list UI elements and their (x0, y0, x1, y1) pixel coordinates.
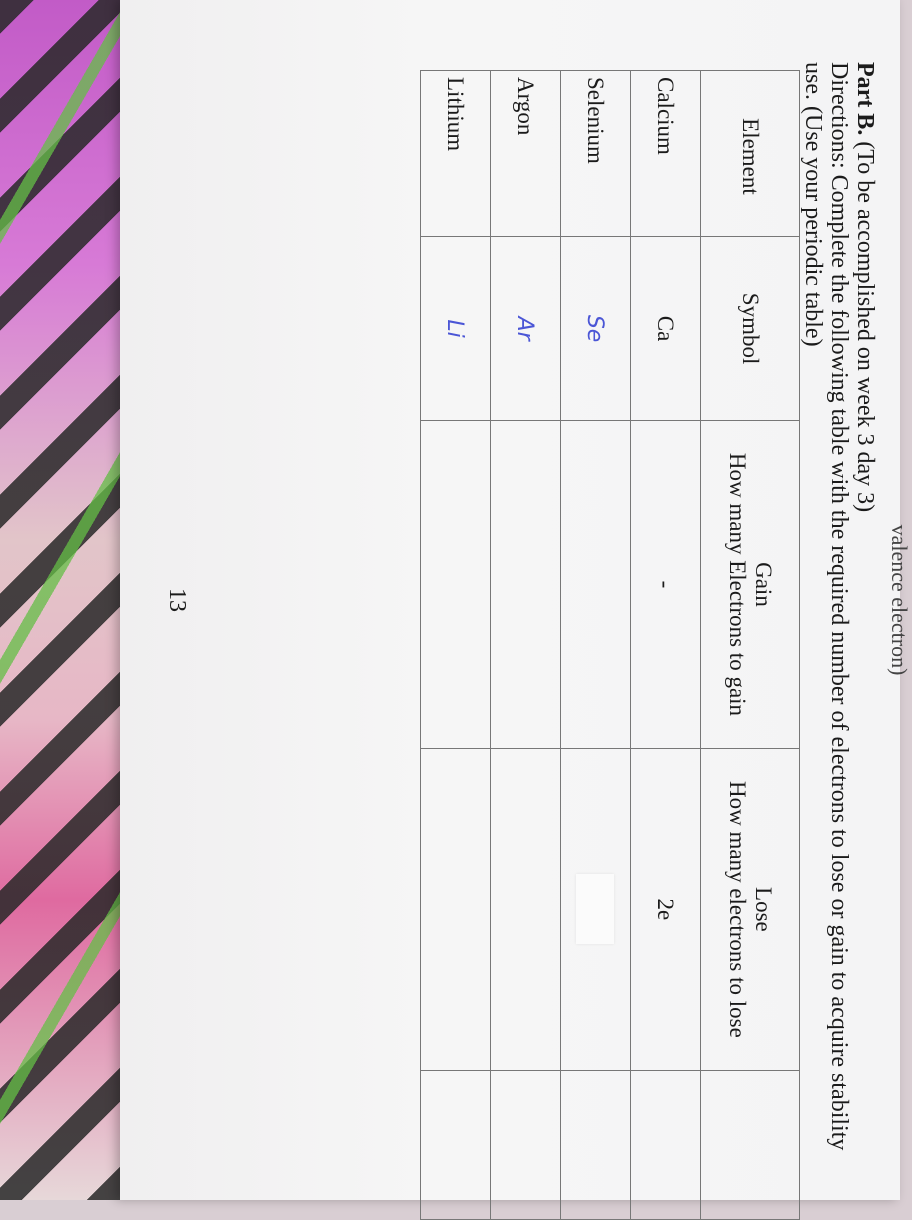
handwritten-symbol: Ar (512, 316, 538, 341)
cell-extra (631, 1071, 701, 1220)
header-gain (701, 421, 800, 748)
header-lose-text: Lose How many electrons to lose (725, 781, 776, 1038)
electron-table (420, 70, 800, 1220)
cell-extra (421, 1071, 491, 1220)
cell-gain[interactable]: - (631, 421, 701, 748)
cell-element: Argon (491, 71, 561, 237)
table-header-row (701, 71, 800, 1220)
table-row (631, 71, 701, 1220)
cell-symbol (421, 236, 491, 420)
correction-tape (577, 874, 615, 944)
directions-text: Directions: Complete the following table with the required number of electrons to lose or gain to acquire stability use. (Use your periodic table) (800, 62, 852, 1151)
cell-lose[interactable]: 2e (631, 748, 701, 1070)
cell-lose[interactable] (421, 748, 491, 1070)
header-lose (701, 748, 800, 1070)
cell-element: Lithium (421, 71, 491, 237)
page-number: 13 (164, 588, 190, 612)
table-row (421, 71, 491, 1220)
header-extra (701, 1071, 800, 1220)
handwritten-symbol: Li (442, 319, 468, 338)
worksheet-header (800, 62, 878, 1162)
header-symbol: Symbol (701, 236, 800, 420)
cell-extra (491, 1071, 561, 1220)
cell-gain[interactable] (491, 421, 561, 748)
cell-lose[interactable] (491, 748, 561, 1070)
part-label: Part B. (852, 62, 878, 136)
header-element: Element (701, 71, 800, 237)
table-row (561, 71, 631, 1220)
cutoff-text: valence electron) (887, 524, 912, 676)
rotated-page-content (120, 0, 912, 1200)
header-gain-text: Gain How many Electrons to gain (725, 452, 776, 717)
fabric-stripes (0, 0, 120, 1200)
cell-extra (561, 1071, 631, 1220)
cell-element: Calcium (631, 71, 701, 237)
table-row (491, 71, 561, 1220)
cell-symbol: Ca (631, 236, 701, 420)
part-note: (To be accomplished on week 3 day 3) (852, 141, 878, 513)
cell-symbol (561, 236, 631, 420)
cell-gain[interactable] (421, 421, 491, 748)
cell-element: Selenium (561, 71, 631, 237)
cell-lose[interactable] (561, 748, 631, 1070)
handwritten-symbol: Se (582, 314, 608, 343)
cell-gain[interactable] (561, 421, 631, 748)
cell-symbol (491, 236, 561, 420)
